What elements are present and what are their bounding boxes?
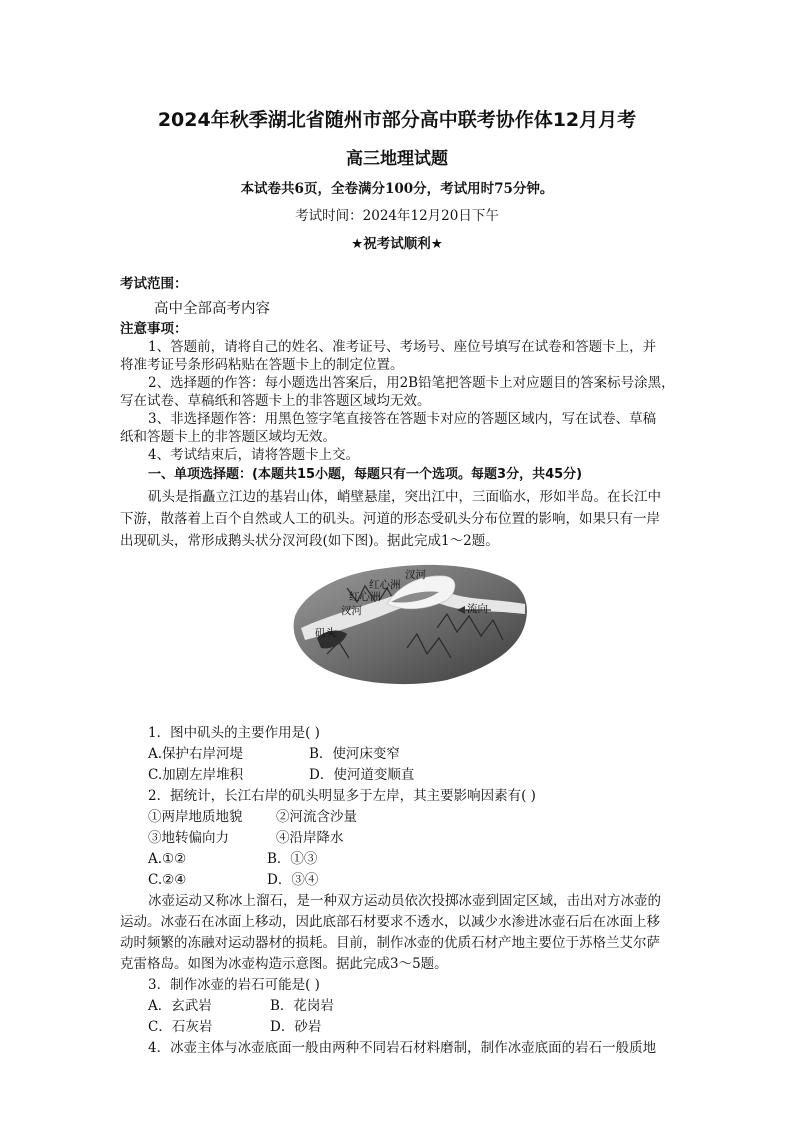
q1-option-c: C.加剧左岸堆积 (148, 767, 244, 783)
q1-option-b: B．使河床变窄 (309, 746, 400, 762)
exam-time: 考试时间：2024年12月20日下午 (295, 208, 499, 224)
scope-content: 高中全部高考内容 (154, 301, 270, 317)
note-line: 纸和答题卡上的非答题区域均无效。 (120, 429, 336, 445)
note-line: 2、选择题的作答：每小题选出答案后，用2B铅笔把答题卡上对应题目的答案标号涂黑， (148, 375, 675, 391)
q3-option-b: B．花岗岩 (270, 998, 334, 1014)
passage-line: 出现矶头，常形成鹅头状分汊河段(如下图)。据此完成1～2题。 (120, 533, 499, 549)
label-hanhe-top: 汊河 (405, 569, 426, 581)
q2-option-d: D．③④ (267, 872, 319, 888)
q2-item-3: ③地转偏向力 (148, 830, 229, 846)
label-hanhe-left: 汊河 (341, 605, 362, 617)
q3-stem: 3．制作冰壶的岩石可能是( ) (148, 977, 320, 993)
q1-stem: 1．图中矶头的主要作用是( ) (148, 725, 320, 741)
river-branch-map (287, 558, 533, 688)
scope-label: 考试范围： (120, 276, 188, 292)
q3-option-d: D．砂岩 (270, 1019, 322, 1035)
q2-option-c: C.②④ (148, 872, 187, 888)
q2-item-2: ②河流含沙量 (276, 809, 357, 825)
passage-line: 克雷格岛。如图为冰壶构造示意图。据此完成3～5题。 (120, 956, 448, 972)
passage-line: 运动。冰壶石在冰面上移动，因此底部石材要求不透水，以减少水渗进冰壶石后在冰面上移 (120, 914, 660, 930)
label-flow-direction: 流向 (467, 603, 488, 615)
q3-option-a: A．玄武岩 (148, 998, 212, 1014)
q2-item-1: ①两岸地质地貌 (148, 809, 243, 825)
exam-info: 本试卷共6页，全卷满分100分，考试用时75分钟。 (240, 181, 554, 197)
passage-line: 冰壶运动又称冰上溜石，是一种双方运动员依次投掷冰壶到固定区域，击出对方冰壶的 (148, 893, 661, 909)
note-line: 3、非选择题作答：用黑色签字笔直接答在答题卡对应的答题区域内，写在试卷、草稿 (148, 411, 657, 427)
passage-line: 动时频繁的冻融对运动器材的损耗。目前，制作冰壶的优质石材产地主要位于苏格兰艾尔萨 (120, 935, 660, 951)
section-heading: 一、单项选择题：(本题共15小题，每题只有一个选项。每题3分，共45分) (148, 467, 583, 482)
q2-option-b: B．①③ (267, 851, 318, 867)
blessing: ★祝考试顺利★ (351, 236, 443, 252)
note-line: 4、考试结束后，请将答题卡上交。 (148, 447, 360, 463)
q4-stem: 4．冰壶主体与冰壶底面一般由两种不同岩石材料磨制，制作冰壶底面的岩石一般质地 (148, 1040, 657, 1056)
note-line: 写在试卷、草稿纸和答题卡上的非答题区域均无效。 (120, 393, 431, 409)
notes-label: 注意事项： (120, 321, 188, 337)
label-hongxinzhou-upper: 红心洲 (369, 579, 401, 591)
note-line: 将准考证号条形码粘贴在答题卡上的制定位置。 (120, 357, 404, 373)
subtitle: 高三地理试题 (346, 149, 448, 169)
q1-option-d: D．使河道变顺直 (309, 767, 415, 783)
q2-stem: 2．据统计，长江右岸的矶头明显多于左岸，其主要影响因素有( ) (148, 788, 536, 804)
q2-item-4: ④沿岸降水 (276, 830, 344, 846)
q2-option-a: A.①② (148, 851, 187, 867)
q1-option-a: A.保护右岸河堤 (148, 746, 244, 762)
passage-line: 矶头是指矗立江边的基岩山体，峭壁悬崖，突出江中，三面临水，形如半岛。在长江中 (148, 489, 661, 505)
main-title: 2024年秋季湖北省随州市部分高中联考协作体12月月考 (157, 109, 637, 131)
label-hongxinzhou-lower: 红心洲 (349, 591, 381, 603)
note-line: 1、答题前，请将自己的姓名、准考证号、考场号、座位号填写在试卷和答题卡上，并 (148, 339, 657, 355)
label-jitou: 矶头 (315, 627, 336, 639)
passage-line: 下游，散落着上百个自然或人工的矶头。河道的形态受矶头分布位置的影响，如果只有一岸 (120, 511, 660, 527)
q3-option-c: C．石灰岩 (148, 1019, 213, 1035)
